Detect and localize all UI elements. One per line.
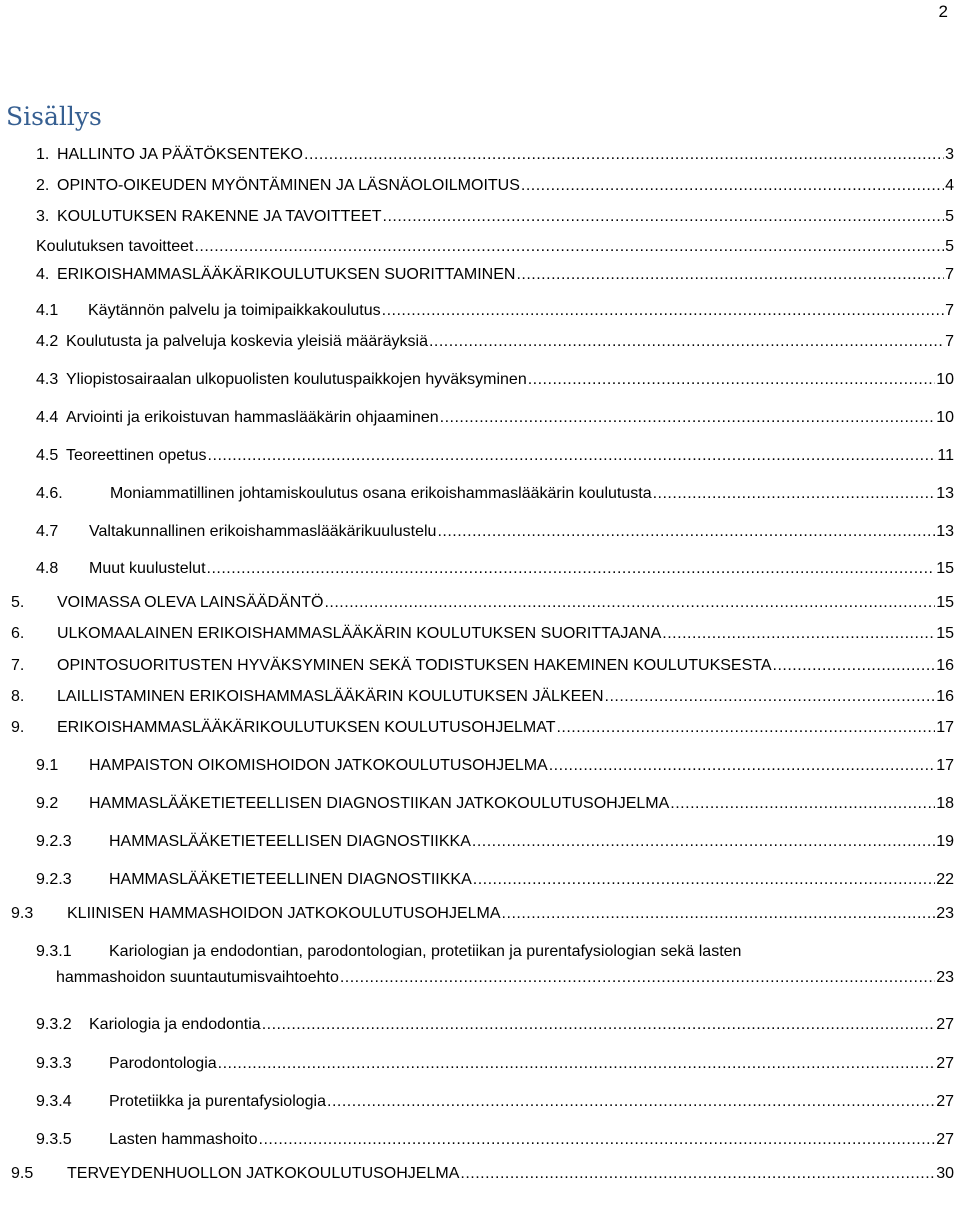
toc-entry-page: 16 <box>936 688 954 705</box>
toc-entry-number: 9.3.4 <box>36 1093 72 1110</box>
toc-entry-number: 9. <box>11 719 25 736</box>
toc-entry[interactable] <box>36 793 954 815</box>
toc-entry[interactable] <box>36 1014 954 1036</box>
toc-entry[interactable] <box>36 175 954 197</box>
toc-entry-second-line <box>56 967 954 989</box>
toc-entry-title: HAMMASLÄÄKETIETEELLISEN DIAGNOSTIIKAN JATKOKOULUTUSOHJELMA <box>89 795 670 812</box>
toc-entry-number: 4.7 <box>36 523 59 540</box>
toc-entry-page: 27 <box>936 1131 954 1148</box>
toc-leader-dots <box>662 623 935 645</box>
toc-entry-title: KLIINISEN HAMMASHOIDON JATKOKOULUTUSOHJELMA <box>67 905 501 922</box>
toc-entry-title: OPINTO-OIKEUDEN MYÖNTÄMINEN JA LÄSNÄOLOILMOITUS <box>57 177 520 194</box>
toc-entry-title: Lasten hammashoito <box>109 1131 258 1148</box>
toc-entry-number: 4.4 <box>36 409 59 426</box>
toc-entry-page: 15 <box>936 594 954 611</box>
toc-leader-dots <box>516 264 944 286</box>
toc-leader-dots <box>383 206 945 228</box>
toc-entry-page: 15 <box>936 560 954 577</box>
toc-entry[interactable] <box>11 655 954 677</box>
toc-entry-page: 5 <box>945 238 954 255</box>
toc-entry-number: 9.2 <box>36 795 59 812</box>
toc-entry-title: VOIMASSA OLEVA LAINSÄÄDÄNTÖ <box>57 594 324 611</box>
toc-entry-page: 7 <box>945 266 954 283</box>
toc-entry[interactable] <box>36 369 954 391</box>
toc-entry-page: 10 <box>936 409 954 426</box>
toc-entry-page: 15 <box>936 625 954 642</box>
toc-entry-page: 10 <box>936 371 954 388</box>
toc-leader-dots <box>502 903 936 925</box>
toc-entry[interactable] <box>36 445 954 467</box>
toc-entry-title: TERVEYDENHUOLLON JATKOKOULUTUSOHJELMA <box>67 1165 460 1182</box>
toc-entry[interactable] <box>11 1163 954 1185</box>
toc-leader-dots <box>528 369 935 391</box>
toc-leader-dots <box>304 144 944 166</box>
toc-entry-number: 9.3.5 <box>36 1131 72 1148</box>
toc-entry-number: 9.5 <box>11 1165 34 1182</box>
toc-leader-dots <box>472 831 935 853</box>
toc-entry-title: Valtakunnallinen erikoishammaslääkärikuulustelu <box>89 523 437 540</box>
toc-entry-page: 13 <box>936 485 954 502</box>
toc-entry-first-line <box>36 941 741 963</box>
toc-entry[interactable] <box>36 869 954 891</box>
toc-entry-title: LAILLISTAMINEN ERIKOISHAMMASLÄÄKÄRIN KOULUTUKSEN JÄLKEEN <box>57 688 604 705</box>
toc-entry-page: 22 <box>936 871 954 888</box>
toc-entry[interactable] <box>36 558 954 580</box>
toc-entry-number: 4.2 <box>36 333 59 350</box>
toc-entry-page: 27 <box>936 1093 954 1110</box>
toc-entry-number: 4.3 <box>36 371 59 388</box>
toc-entry-title: Teoreettinen opetus <box>66 447 207 464</box>
toc-entry-page: 17 <box>936 719 954 736</box>
toc-entry[interactable] <box>11 903 954 925</box>
toc-leader-dots <box>207 558 936 580</box>
toc-entry[interactable] <box>11 686 954 708</box>
toc-entry-number: 6. <box>11 625 25 642</box>
toc-entry[interactable] <box>36 206 954 228</box>
toc-leader-dots <box>473 869 935 891</box>
toc-entry-title: Arviointi ja erikoistuvan hammaslääkärin ohjaaminen <box>66 409 439 426</box>
toc-entry-title: HAMMASLÄÄKETIETEELLISEN DIAGNOSTIIKKA <box>109 833 471 850</box>
toc-entry-number: 9.2.3 <box>36 871 72 888</box>
toc-entry-number: 4.5 <box>36 447 59 464</box>
toc-entry-number: 9.3.2 <box>36 1016 72 1033</box>
toc-entry-number: 8. <box>11 688 25 705</box>
toc-entry-number: 2. <box>36 177 50 194</box>
toc-entry-page: 23 <box>936 905 954 922</box>
toc-entry-number: 3. <box>36 208 50 225</box>
toc-entry-page: 4 <box>945 177 954 194</box>
toc-entry-title: Muut kuulustelut <box>89 560 206 577</box>
toc-entry[interactable] <box>36 407 954 429</box>
toc-title: Sisällys <box>6 102 102 131</box>
toc-leader-dots <box>218 1053 936 1075</box>
toc-entry-page: 5 <box>945 208 954 225</box>
toc-entry[interactable] <box>11 623 954 645</box>
toc-leader-dots <box>556 717 935 739</box>
toc-entry-title: Kariologian ja endodontian, parodontologian, protetiikan ja purentafysiologian sekä lasten <box>109 943 742 960</box>
toc-entry-title: HAMMASLÄÄKETIETEELLINEN DIAGNOSTIIKKA <box>109 871 472 888</box>
toc-leader-dots <box>382 300 944 322</box>
toc-leader-dots <box>208 445 937 467</box>
toc-entry-title: Koulutuksen tavoitteet <box>36 238 194 255</box>
toc-entry-number: 9.1 <box>36 757 59 774</box>
toc-entry-title: ERIKOISHAMMASLÄÄKÄRIKOULUTUKSEN SUORITTAMINEN <box>57 266 516 283</box>
toc-entry-number: 9.3.3 <box>36 1055 72 1072</box>
toc-entry[interactable] <box>36 144 954 166</box>
toc-entry[interactable] <box>11 717 954 739</box>
toc-entry-page: 7 <box>945 302 954 319</box>
toc-entry-page: 30 <box>936 1165 954 1182</box>
toc-leader-dots <box>429 331 944 353</box>
toc-entry-title-continued: hammashoidon suuntautumisvaihtoehto <box>56 969 339 986</box>
toc-entry-page: 19 <box>936 833 954 850</box>
toc-entry-title: ULKOMAALAINEN ERIKOISHAMMASLÄÄKÄRIN KOULUTUKSEN SUORITTAJANA <box>57 625 662 642</box>
toc-leader-dots <box>605 686 936 708</box>
toc-leader-dots <box>460 1163 935 1185</box>
toc-entry-title: ERIKOISHAMMASLÄÄKÄRIKOULUTUKSEN KOULUTUSOHJELMAT <box>57 719 556 736</box>
toc-entry-number: 1. <box>36 146 50 163</box>
toc-entry-title: Yliopistosairaalan ulkopuolisten koulutuspaikkojen hyväksyminen <box>66 371 527 388</box>
toc-entry[interactable] <box>36 483 954 505</box>
toc-entry-number: 9.3.1 <box>36 943 72 960</box>
toc-entry-number: 4.6. <box>36 485 63 502</box>
toc-leader-dots <box>324 592 935 614</box>
toc-entry[interactable] <box>36 521 954 543</box>
toc-entry-title: Kariologia ja endodontia <box>89 1016 261 1033</box>
toc-entry[interactable] <box>36 331 954 353</box>
toc-entry-title: Parodontologia <box>109 1055 217 1072</box>
toc-leader-dots <box>259 1129 936 1151</box>
toc-entry-title: Käytännön palvelu ja toimipaikkakoulutus <box>88 302 381 319</box>
toc-leader-dots <box>670 793 935 815</box>
toc-leader-dots <box>437 521 935 543</box>
page-number: 2 <box>938 2 948 21</box>
toc-entry-page: 3 <box>945 146 954 163</box>
toc-leader-dots <box>194 236 944 258</box>
toc-entry-page: 23 <box>936 969 954 986</box>
toc-entry-number: 9.2.3 <box>36 833 72 850</box>
toc-entry[interactable] <box>36 300 954 322</box>
toc-leader-dots <box>340 967 935 989</box>
toc-entry-page: 11 <box>937 447 954 464</box>
toc-entry-number: 9.3 <box>11 905 34 922</box>
toc-entry[interactable] <box>11 592 954 614</box>
toc-entry-title: OPINTOSUORITUSTEN HYVÄKSYMINEN SEKÄ TODISTUKSEN HAKEMINEN KOULUTUKSESTA <box>57 657 772 674</box>
toc-leader-dots <box>262 1014 936 1036</box>
toc-entry[interactable] <box>36 831 954 853</box>
toc-entry-number: 4. <box>36 266 50 283</box>
toc-leader-dots <box>440 407 936 429</box>
toc-entry-page: 16 <box>936 657 954 674</box>
toc-entry-title: Koulutusta ja palveluja koskevia yleisiä määräyksiä <box>66 333 428 350</box>
toc-entry[interactable] <box>36 1129 954 1151</box>
toc-entry[interactable] <box>36 1053 954 1075</box>
toc-entry[interactable] <box>36 941 954 989</box>
toc-entry[interactable] <box>36 264 954 286</box>
toc-entry-number: 4.8 <box>36 560 59 577</box>
toc-leader-dots <box>653 483 936 505</box>
toc-leader-dots <box>521 175 944 197</box>
toc-entry-page: 13 <box>936 523 954 540</box>
toc-entry-page: 17 <box>936 757 954 774</box>
toc-entry-page: 27 <box>936 1016 954 1033</box>
toc-entry-title: HAMPAISTON OIKOMISHOIDON JATKOKOULUTUSOHJELMA <box>89 757 548 774</box>
toc-entry-page: 7 <box>945 333 954 350</box>
toc-entry-title: KOULUTUKSEN RAKENNE JA TAVOITTEET <box>57 208 382 225</box>
toc-entry-title: Protetiikka ja purentafysiologia <box>109 1093 327 1110</box>
toc-entry-title: Moniammatillinen johtamiskoulutus osana erikoishammaslääkärin koulutusta <box>110 485 652 502</box>
toc-entry-page: 18 <box>936 795 954 812</box>
toc-entry-number: 5. <box>11 594 25 611</box>
toc-entry[interactable] <box>36 1091 954 1113</box>
toc-entry-title: HALLINTO JA PÄÄTÖKSENTEKO <box>57 146 303 163</box>
toc-entry-number: 4.1 <box>36 302 59 319</box>
toc-leader-dots <box>773 655 936 677</box>
toc-leader-dots <box>549 755 935 777</box>
toc-leader-dots <box>327 1091 935 1113</box>
toc-entry-number: 7. <box>11 657 25 674</box>
toc-entry-page: 27 <box>936 1055 954 1072</box>
toc-entry[interactable] <box>36 236 954 258</box>
toc-entry[interactable] <box>36 755 954 777</box>
